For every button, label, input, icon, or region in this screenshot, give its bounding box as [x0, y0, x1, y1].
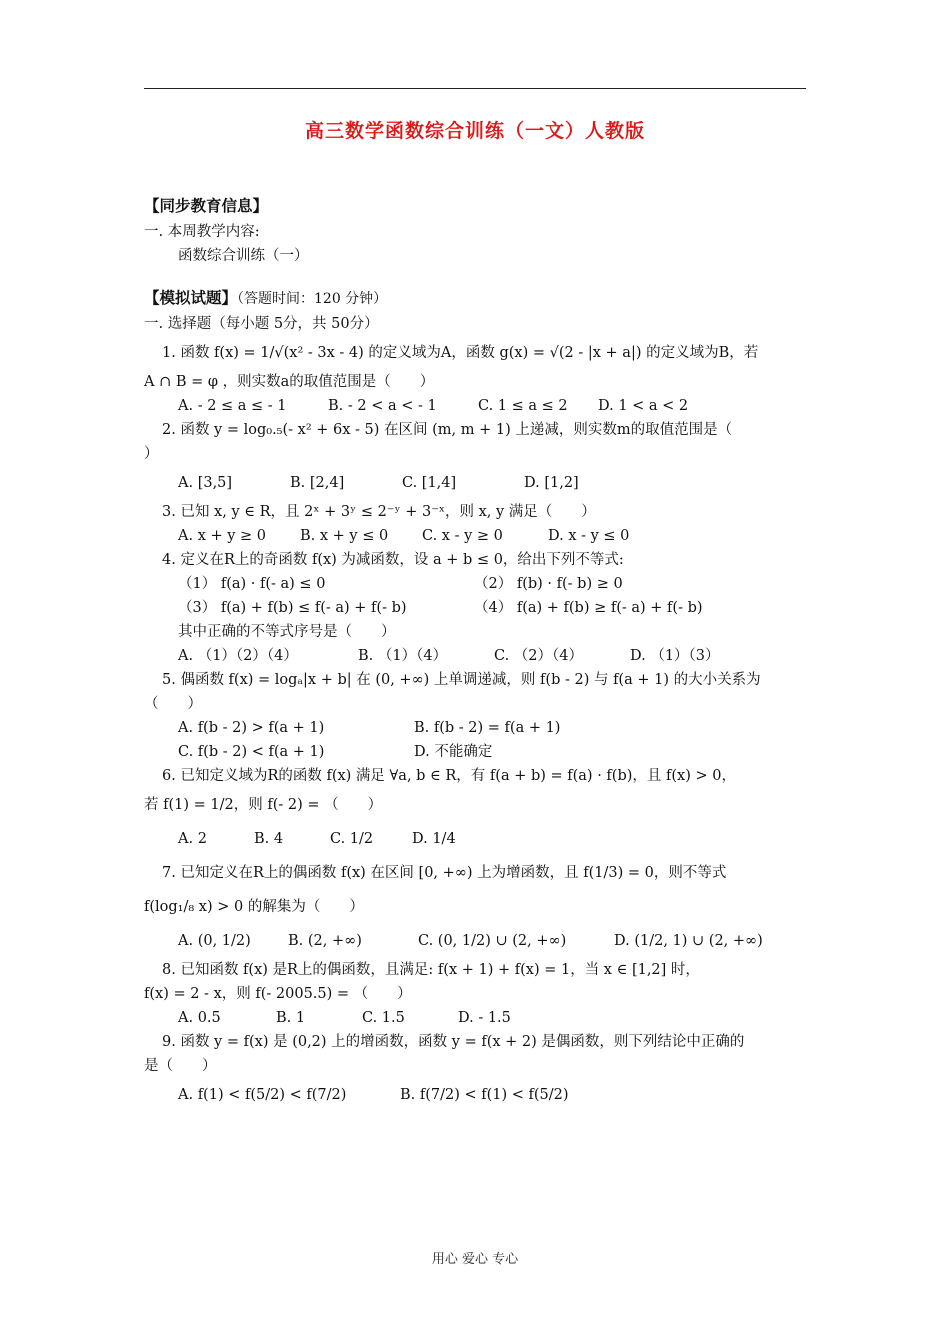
option-b: B. f(7/2) < f(1) < f(5/2) — [400, 1087, 569, 1103]
option-a: A. 0.5 — [178, 1010, 221, 1026]
option-row — [144, 822, 806, 856]
section-heading-label: 【模拟试题】 — [144, 288, 238, 307]
question-stem: 2. 函数 y = log₀.₅(- x² + 6x - 5) 在区间 (m, m + 1) 上递减，则实数m的取值范围是（ — [162, 422, 733, 438]
option-d: D. (1/2, 1) ∪ (2, +∞) — [614, 933, 763, 949]
option-d: D. - 1.5 — [458, 1010, 511, 1026]
option-d: D. x - y ≤ 0 — [548, 528, 630, 544]
option-d: D. 1 < a < 2 — [598, 398, 689, 414]
question-5 — [144, 668, 806, 764]
inequality-4: （4） f(a) + f(b) ≥ f(- a) + f(- b) — [474, 600, 703, 616]
section-heading-mock-exam — [144, 284, 806, 312]
option-a: A. （1）（2）（4） — [178, 648, 298, 664]
question-4 — [144, 548, 806, 668]
question-8 — [144, 958, 806, 1030]
option-a: A. - 2 ≤ a ≤ - 1 — [178, 398, 287, 414]
question-stem: 6. 已知定义域为R的函数 f(x) 满足 ∀a, b ∈ R，有 f(a + b) = f(a) · f(b)，且 f(x) > 0， — [162, 768, 736, 784]
exam-time-note: （答题时间：120 分钟） — [237, 291, 388, 307]
option-a: A. f(b - 2) > f(a + 1) — [178, 720, 325, 736]
option-row — [144, 1006, 806, 1030]
option-a: A. (0, 1/2) — [178, 933, 251, 949]
inequality-row — [144, 572, 806, 596]
option-row — [144, 466, 806, 500]
option-c: C. (0, 1/2) ∪ (2, +∞) — [418, 933, 567, 949]
option-b: B. f(b - 2) = f(a + 1) — [414, 720, 561, 736]
inequality-row — [144, 596, 806, 620]
question-stem-cont: ） — [144, 446, 159, 462]
option-d: D. （1）（3） — [630, 648, 720, 664]
section-item: 一. 本周教学内容: — [144, 224, 260, 240]
question-7 — [144, 856, 806, 958]
option-a: A. f(1) < f(5/2) < f(7/2) — [178, 1087, 347, 1103]
option-d: D. 1/4 — [412, 831, 456, 847]
question-1 — [144, 336, 806, 418]
inequality-2: （2） f(b) · f(- b) ≥ 0 — [474, 576, 623, 592]
option-row — [144, 644, 806, 668]
question-stem-cont: （ ） — [144, 696, 202, 712]
question-stem-cont: f(log₁/₈ x) > 0 的解集为（ ） — [144, 899, 364, 915]
question-stem-cont: A ∩ B = φ ，则实数a的取值范围是（ ） — [144, 374, 435, 390]
question-stem: 4. 定义在R上的奇函数 f(x) 为减函数，设 a + b ≤ 0，给出下列不等式: — [162, 552, 624, 568]
option-b: B. [2,4] — [290, 475, 345, 491]
question-stem: 1. 函数 f(x) = 1/√(x² - 3x - 4) 的定义域为A，函数 g(x) = √(2 - |x + a|) 的定义域为B，若 — [162, 345, 759, 361]
question-stem-cont: f(x) = 2 - x，则 f(- 2005.5) = （ ） — [144, 986, 412, 1002]
question-stem: 9. 函数 y = f(x) 是 (0,2) 上的增函数，函数 y = f(x + 2) 是偶函数，则下列结论中正确的 — [162, 1034, 745, 1050]
option-d: D. 不能确定 — [414, 744, 493, 760]
option-row — [144, 1078, 806, 1112]
option-row — [144, 394, 806, 418]
option-b: B. 4 — [254, 831, 284, 847]
page-footer: 用心 爱心 专心 — [431, 1252, 519, 1267]
option-b: B. x + y ≤ 0 — [300, 528, 389, 544]
page-title: 高三数学函数综合训练（一文）人教版 — [304, 120, 645, 142]
option-c: C. 1.5 — [362, 1010, 405, 1026]
inequality-3: （3） f(a) + f(b) ≤ f(- a) + f(- b) — [178, 600, 407, 616]
option-b: B. （1）（4） — [358, 648, 448, 664]
part-heading: 一. 选择题（每小题 5分，共 50分） — [144, 316, 379, 332]
option-b: B. - 2 < a < - 1 — [328, 398, 437, 414]
option-c: C. [1,4] — [402, 475, 457, 491]
option-a: A. 2 — [178, 831, 207, 847]
document-body — [144, 192, 806, 1112]
option-a: A. x + y ≥ 0 — [178, 528, 267, 544]
header-rule — [144, 88, 806, 89]
inequality-1: （1） f(a) · f(- a) ≤ 0 — [178, 576, 326, 592]
question-stem-cont: 是（ ） — [144, 1058, 217, 1074]
section-subitem: 函数综合训练（一） — [178, 248, 309, 264]
question-9 — [144, 1030, 806, 1112]
question-stem-cont: 若 f(1) = 1/2，则 f(- 2) = （ ） — [144, 797, 383, 813]
option-b: B. 1 — [276, 1010, 306, 1026]
option-c: C. f(b - 2) < f(a + 1) — [178, 744, 325, 760]
question-stem: 8. 已知函数 f(x) 是R上的偶函数，且满足: f(x + 1) + f(x) = 1，当 x ∈ [1,2] 时， — [162, 962, 700, 978]
section-heading-sync-info: 【同步教育信息】 — [144, 196, 269, 215]
option-row — [144, 740, 806, 764]
option-a: A. [3,5] — [178, 475, 233, 491]
question-2 — [144, 418, 806, 500]
option-d: D. [1,2] — [524, 475, 579, 491]
question-stem: 5. 偶函数 f(x) = logₐ|x + b| 在 (0, +∞) 上单调递减，则 f(b - 2) 与 f(a + 1) 的大小关系为 — [162, 672, 761, 688]
option-b: B. (2, +∞) — [288, 933, 362, 949]
option-c: C. x - y ≥ 0 — [422, 528, 503, 544]
question-3 — [144, 500, 806, 548]
question-6 — [144, 764, 806, 856]
question-stem-cont: 其中正确的不等式序号是（ ） — [178, 624, 396, 640]
question-stem: 7. 已知定义在R上的偶函数 f(x) 在区间 [0, +∞) 上为增函数，且 f(1/3) = 0，则不等式 — [162, 865, 727, 881]
option-row — [144, 524, 806, 548]
option-c: C. 1/2 — [330, 831, 374, 847]
option-row — [144, 716, 806, 740]
option-c: C. 1 ≤ a ≤ 2 — [478, 398, 568, 414]
question-stem: 3. 已知 x, y ∈ R，且 2ˣ + 3ʸ ≤ 2⁻ʸ + 3⁻ˣ，则 x, y 满足（ ） — [162, 504, 596, 520]
option-c: C. （2）（4） — [494, 648, 583, 664]
option-row — [144, 924, 806, 958]
